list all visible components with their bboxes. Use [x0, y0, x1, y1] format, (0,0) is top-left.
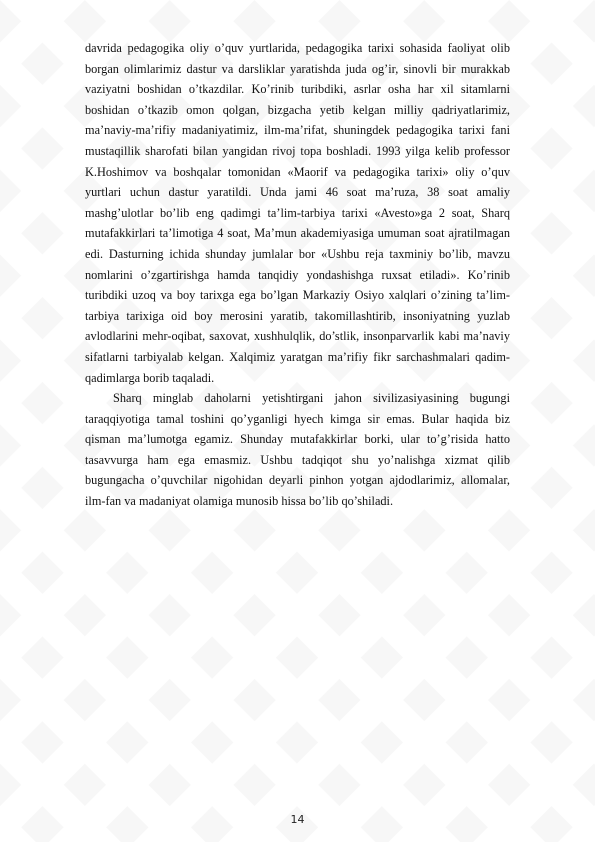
- paragraph-2: Sharq minglab daholarni yetishtirgani jahon sivilizasiyasining bugungi taraqqiyotiga tamal toshini qo’yganligi hyech kimga sir emas. Bular haqida biz qisman ma’lumotga egamiz. Shunday mutafakkirlar borki, ular to’g’risida hatto tasavvurga ham ega emasmiz. Ushbu tadqiqot shu yo’nalishga xizmat qilib bugungacha o’quvchilar nigohidan deyarli pinhon yotgan ajdodlarimiz, allomalar, ilm-fan va madaniyat olamiga munosib hissa bo’lib qo’shiladi.: [85, 391, 510, 509]
- page-number: 14: [290, 813, 305, 826]
- body-text: [85, 38, 510, 512]
- paragraph-1: davrida pedagogika oliy o’quv yurtlarida, pedagogika tarixi sohasida faoliyat olib borgan olimlarimiz dastur va darsliklar yaratishda juda og’ir, sinovli bir murakkab vaziyatni boshidan o’tkazdilar. Ko’rinib turibdiki, asrlar osha har xil sitamlarni boshidan o’tkazib omon qolgan, bizgacha yetib kelgan milliy qadriyatlarimiz, ma’naviy-ma’rifiy madaniyatimiz, ilm-ma’rifat, shuningdek pedagogika tarixi fani mustaqillik sharofati bilan yangidan rivoj topa boshladi. 1993 yilga kelib professor K.Hoshimov va boshqalar tomonidan «Maorif va pedagogika tarixi» oliy o’quv yurtlari uchun dastur yaratildi. Unda jami 46 soat ma’ruza, 38 soat amaliy mashg’ulotlar bo’lib eng qadimgi ta’lim-tarbiya tarixi «Avesto»ga 2 soat, Sharq mutafakkirlari ta’limotiga 4 soat, Ma’mun akademiyasiga umuman soat ajratilmagan edi. Dasturning ichida shunday jumlalar bor «Ushbu reja taxminiy bo’lib, mavzu nomlarini o’zgartirishga hamda tanqidiy yondashishga ruxsat etiladi». Ko’rinib turibdiki uzoq va boy tarixga ega bo’lgan Markaziy Osiyo xalqlari o’zining ta’lim-tarbiya tarixiga oid boy merosini yaratib, takomillashtirib, insoniyatning yuzlab avlodlarini mehr-oqibat, saxovat, xushhulqlik, do’stlik, insonparvarlik kabi ma’naviy sifatlarni tarbiyalab kelgan. Xalqimiz yaratgan ma’rifiy fikr sarchashmalari qadim-qadimlarga borib taqaladi.: [85, 41, 510, 385]
